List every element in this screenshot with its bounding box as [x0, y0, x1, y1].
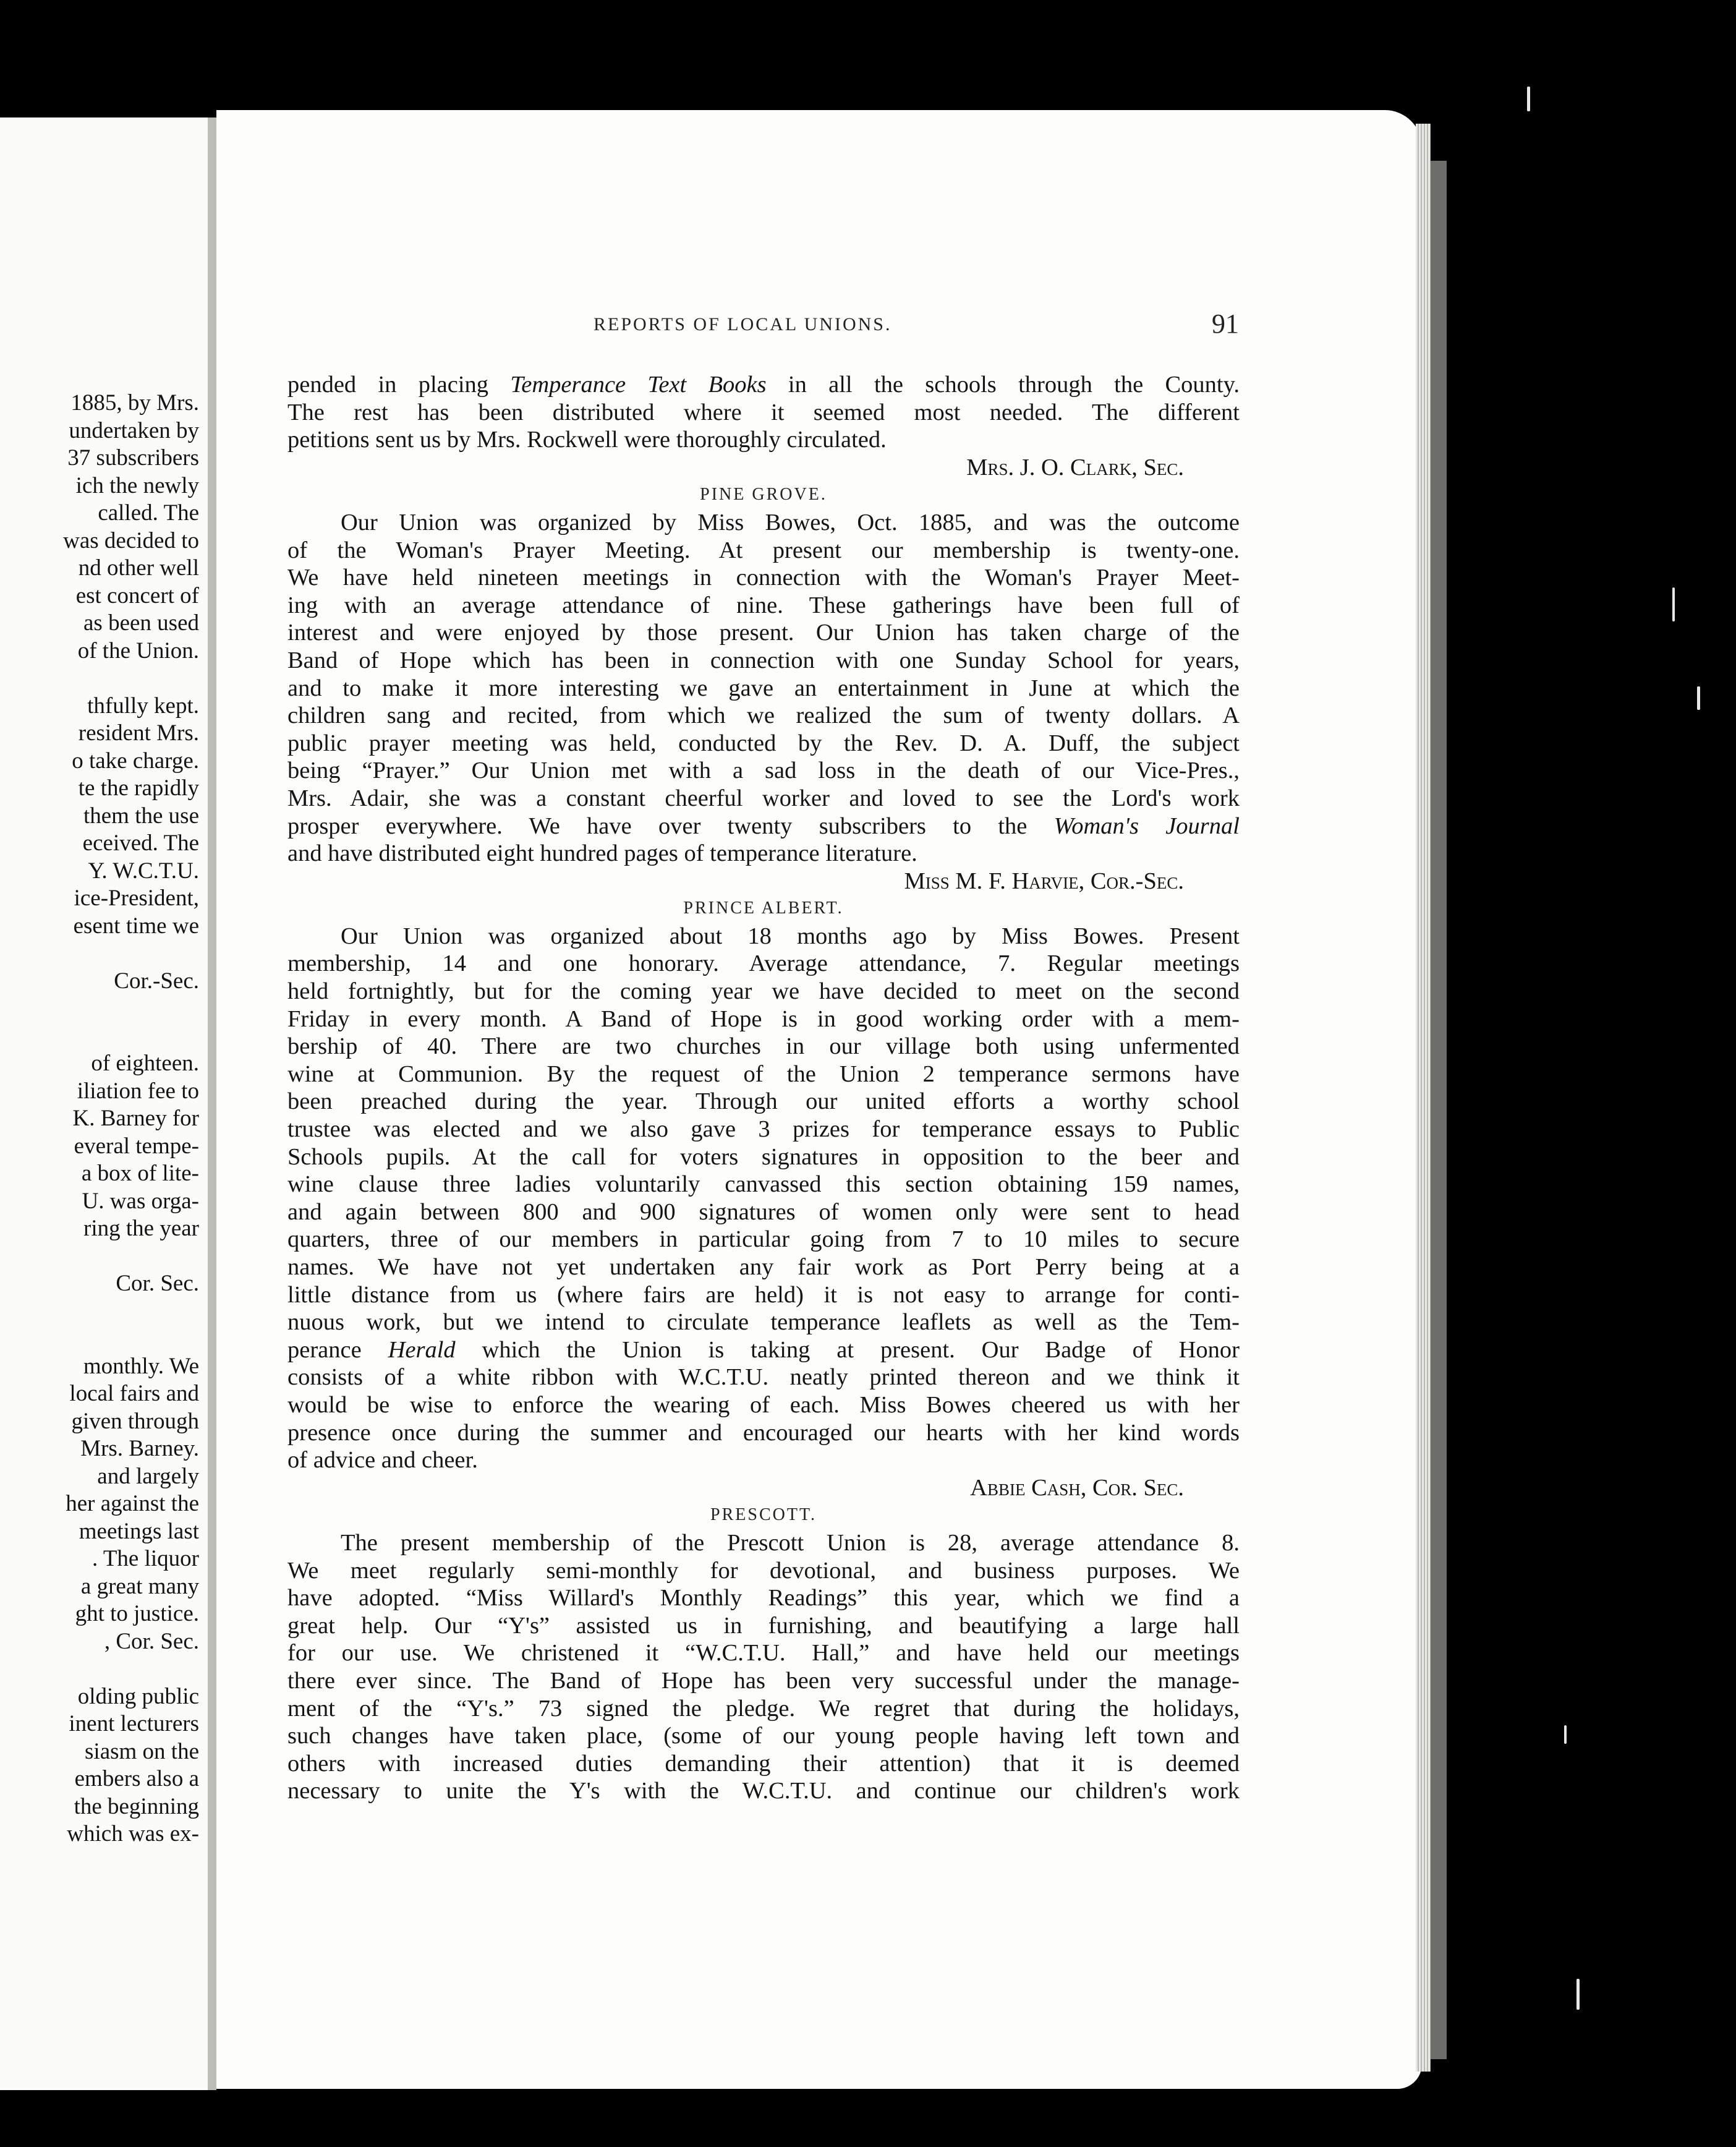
left-page-fragment: siasm on the — [85, 1738, 199, 1764]
left-page-fragment: ring the year — [83, 1216, 199, 1241]
text-line: Mrs. Adair, she was a constant cheerful worker and loved to see the Lord's work — [287, 785, 1240, 811]
left-page-fragment: a great many — [80, 1573, 199, 1599]
left-page-fragment: them the use — [83, 803, 199, 829]
scan-speck — [1527, 87, 1530, 111]
left-page-fragment: , Cor. Sec. — [104, 1628, 199, 1654]
text-segment: perance — [287, 1336, 388, 1363]
prince-albert-section — [287, 923, 1240, 1474]
text-line: The rest has been distributed where it seemed most needed. The different — [287, 399, 1240, 425]
text-line: of the Woman's Prayer Meeting. At present our membership is twenty-one. — [287, 537, 1240, 563]
text-line: Band of Hope which has been in connection with one Sunday School for years, — [287, 647, 1240, 673]
prescott-section — [287, 1529, 1240, 1805]
text-line: ment of the “Y's.” 73 signed the pledge. We regret that during the holidays, — [287, 1695, 1240, 1722]
text-line: nuous work, but we intend to circulate temperance leaflets as well as the Tem- — [287, 1309, 1240, 1336]
text-line — [287, 371, 1240, 399]
text-line: consists of a white ribbon with W.C.T.U. neatly printed thereon and we think it — [287, 1364, 1240, 1391]
text-line: Our Union was organized by Miss Bowes, Oct. 1885, and was the outcome — [341, 509, 1240, 536]
text-segment: in all the schools through the County. — [766, 372, 1240, 398]
left-page-fragment: olding public — [77, 1683, 199, 1709]
scan-speck — [1564, 1725, 1567, 1744]
left-page-fragment: nd other well — [78, 555, 199, 581]
text-line: trustee was elected and we also gave 3 prizes for temperance essays to Public — [287, 1116, 1240, 1143]
heading-prescott: PRESCOTT. — [710, 1505, 817, 1525]
left-page-fragment: ice-President, — [74, 886, 199, 911]
text-line: little distance from us (where fairs are held) it is not easy to arrange for conti- — [287, 1281, 1240, 1308]
left-page-fragment: embers also a — [74, 1766, 199, 1791]
text-line: held fortnightly, but for the coming year we have decided to meet on the second — [287, 978, 1240, 1005]
text-line: and again between 800 and 900 signatures of women only were sent to head — [287, 1198, 1240, 1225]
text-line: being “Prayer.” Our Union met with a sad loss in the death of our Vice-Pres., — [287, 758, 1240, 784]
left-page-fragment: undertaken by — [69, 417, 199, 443]
text-line: others with increased duties demanding their attention) that it is deemed — [287, 1750, 1240, 1777]
left-page-fragment: of eighteen. — [91, 1051, 199, 1076]
left-page-fragment: everal tempe- — [74, 1133, 199, 1159]
text-line: of advice and cheer. — [287, 1447, 478, 1474]
left-page-fragment: te the rapidly — [78, 775, 199, 801]
text-line: such changes have taken place, (some of our young people having left town and — [287, 1723, 1240, 1749]
left-page-fragment: a box of lite- — [81, 1161, 199, 1186]
text-line: petitions sent us by Mrs. Rockwell were thoroughly circulated. — [287, 427, 887, 453]
intro-section — [287, 371, 1240, 454]
left-page-fragment: meetings last — [79, 1518, 199, 1544]
text-line: there ever since. The Band of Hope has been very successful under the manage- — [287, 1667, 1240, 1694]
heading-prince-albert: PRINCE ALBERT. — [683, 898, 844, 918]
text-line: have adopted. “Miss Willard's Monthly Readings” this year, which we find a — [287, 1585, 1240, 1611]
left-page-fragment: local fairs and — [69, 1381, 199, 1406]
text-line — [287, 813, 1240, 840]
left-page-fragment: was decided to — [63, 527, 199, 553]
left-page-fragment: given through — [71, 1408, 199, 1434]
signature-harvie: Miss M. F. Harvie, Cor.-Sec. — [904, 868, 1184, 894]
left-page-fragment: est concert of — [75, 583, 199, 608]
italic-title: Herald — [388, 1336, 456, 1363]
page-edges — [1416, 124, 1431, 2072]
text-line — [287, 1336, 1240, 1364]
left-page-fragment: iliation fee to — [77, 1078, 199, 1104]
left-page-fragment: and largely — [97, 1463, 199, 1489]
left-page-fragment: ght to justice. — [75, 1601, 199, 1626]
book-gutter — [208, 117, 216, 2090]
text-line: bership of 40. There are two churches in our village both using unfermented — [287, 1033, 1240, 1060]
pine-grove-section — [287, 509, 1240, 868]
left-page-fragment: K. Barney for — [72, 1106, 199, 1131]
left-page-fragment: eceived. The — [82, 830, 199, 856]
book-cover-edge — [1431, 161, 1447, 2059]
left-page-fragment: ich the newly — [75, 472, 199, 498]
signature-cash: Abbie Cash, Cor. Sec. — [970, 1474, 1184, 1501]
text-line: necessary to unite the Y's with the W.C.T.U. and continue our children's work — [287, 1778, 1240, 1804]
italic-title: Woman's Journal — [1053, 813, 1240, 839]
text-line: ing with an average attendance of nine. These gatherings have been full of — [287, 592, 1240, 618]
text-segment: pended in placing — [287, 372, 511, 398]
text-line: wine clause three ladies voluntarily canvassed this section obtaining 159 names, — [287, 1171, 1240, 1198]
heading-pine-grove: PINE GROVE. — [700, 485, 827, 505]
left-page-fragment: 37 subscribers — [67, 445, 199, 471]
left-page-fragment: o take charge. — [72, 748, 199, 774]
left-page-fragment: the beginning — [74, 1793, 199, 1819]
left-page-fragment: . The liquor — [92, 1546, 199, 1571]
text-line: and have distributed eight hundred pages of temperance literature. — [287, 840, 917, 867]
left-page-fragment: Y. W.C.T.U. — [88, 858, 199, 884]
text-line: names. We have not yet undertaken any fair work as Port Perry being at a — [287, 1254, 1240, 1280]
left-page-fragment: 1885, by Mrs. — [70, 390, 199, 416]
text-line: great help. Our “Y's” assisted us in furnishing, and beautifying a large hall — [287, 1612, 1240, 1639]
text-segment: prosper everywhere. We have over twenty subscribers to the — [287, 813, 1054, 839]
left-page-fragment: monthly. We — [83, 1353, 199, 1379]
scan-speck — [1672, 587, 1675, 621]
text-line: children sang and recited, from which we realized the sum of twenty dollars. A — [287, 702, 1240, 729]
left-page-fragment: Cor.-Sec. — [114, 968, 199, 994]
text-line: and to make it more interesting we gave an entertainment in June at which the — [287, 675, 1240, 701]
page-number: 91 — [1212, 309, 1239, 339]
left-page-fragment: of the Union. — [77, 638, 199, 664]
left-page-fragment: thfully kept. — [87, 693, 199, 719]
text-line: wine at Communion. By the request of the Union 2 temperance sermons have — [287, 1061, 1240, 1087]
text-line: Schools pupils. At the call for voters signatures in opposition to the beer and — [287, 1143, 1240, 1170]
text-line: We have held nineteen meetings in connection with the Woman's Prayer Meet- — [287, 565, 1240, 591]
left-page-fragment: her against the — [66, 1491, 199, 1516]
running-head: REPORTS OF LOCAL UNIONS. — [594, 314, 892, 335]
left-page-fragment: called. The — [98, 500, 199, 526]
left-page-fragment: which was ex- — [67, 1821, 199, 1846]
scan-speck — [1697, 686, 1700, 710]
left-page-fragment: esent time we — [73, 913, 199, 939]
signature-clark: Mrs. J. O. Clark, Sec. — [966, 454, 1184, 480]
italic-title: Temperance Text Books — [510, 372, 767, 398]
text-line: membership, 14 and one honorary. Average attendance, 7. Regular meetings — [287, 950, 1240, 977]
text-line: We meet regularly semi-monthly for devotional, and business purposes. We — [287, 1557, 1240, 1584]
text-line: presence once during the summer and encouraged our hearts with her kind words — [287, 1419, 1240, 1446]
text-line: Friday in every month. A Band of Hope is in good working order with a mem- — [287, 1005, 1240, 1032]
text-line: The present membership of the Prescott Union is 28, average attendance 8. — [341, 1529, 1240, 1556]
text-line: been preached during the year. Through our united efforts a worthy school — [287, 1088, 1240, 1115]
left-page-fragment: resident Mrs. — [78, 720, 199, 746]
text-line: public prayer meeting was held, conducted by the Rev. D. A. Duff, the subject — [287, 730, 1240, 756]
left-page-fragment: inent lecturers — [69, 1711, 199, 1736]
text-line: for our use. We christened it “W.C.T.U. Hall,” and have held our meetings — [287, 1640, 1240, 1667]
scan-speck — [1576, 1979, 1580, 2010]
text-line: Our Union was organized about 18 months ago by Miss Bowes. Present — [341, 923, 1240, 949]
text-line: interest and were enjoyed by those present. Our Union has taken charge of the — [287, 620, 1240, 646]
text-line: quarters, three of our members in particular going from 7 to 10 miles to secure — [287, 1226, 1240, 1253]
left-page-fragment: as been used — [83, 610, 199, 636]
text-segment: which the Union is taking at present. Our Badge of Honor — [455, 1336, 1240, 1363]
left-page-fragment: U. was orga- — [82, 1188, 199, 1214]
text-line: would be wise to enforce the wearing of each. Miss Bowes cheered us with her — [287, 1391, 1240, 1418]
left-page-fragment: Cor. Sec. — [116, 1271, 199, 1296]
left-page — [0, 117, 210, 2090]
page-text — [287, 371, 1240, 1805]
left-page-fragment: Mrs. Barney. — [80, 1436, 199, 1461]
